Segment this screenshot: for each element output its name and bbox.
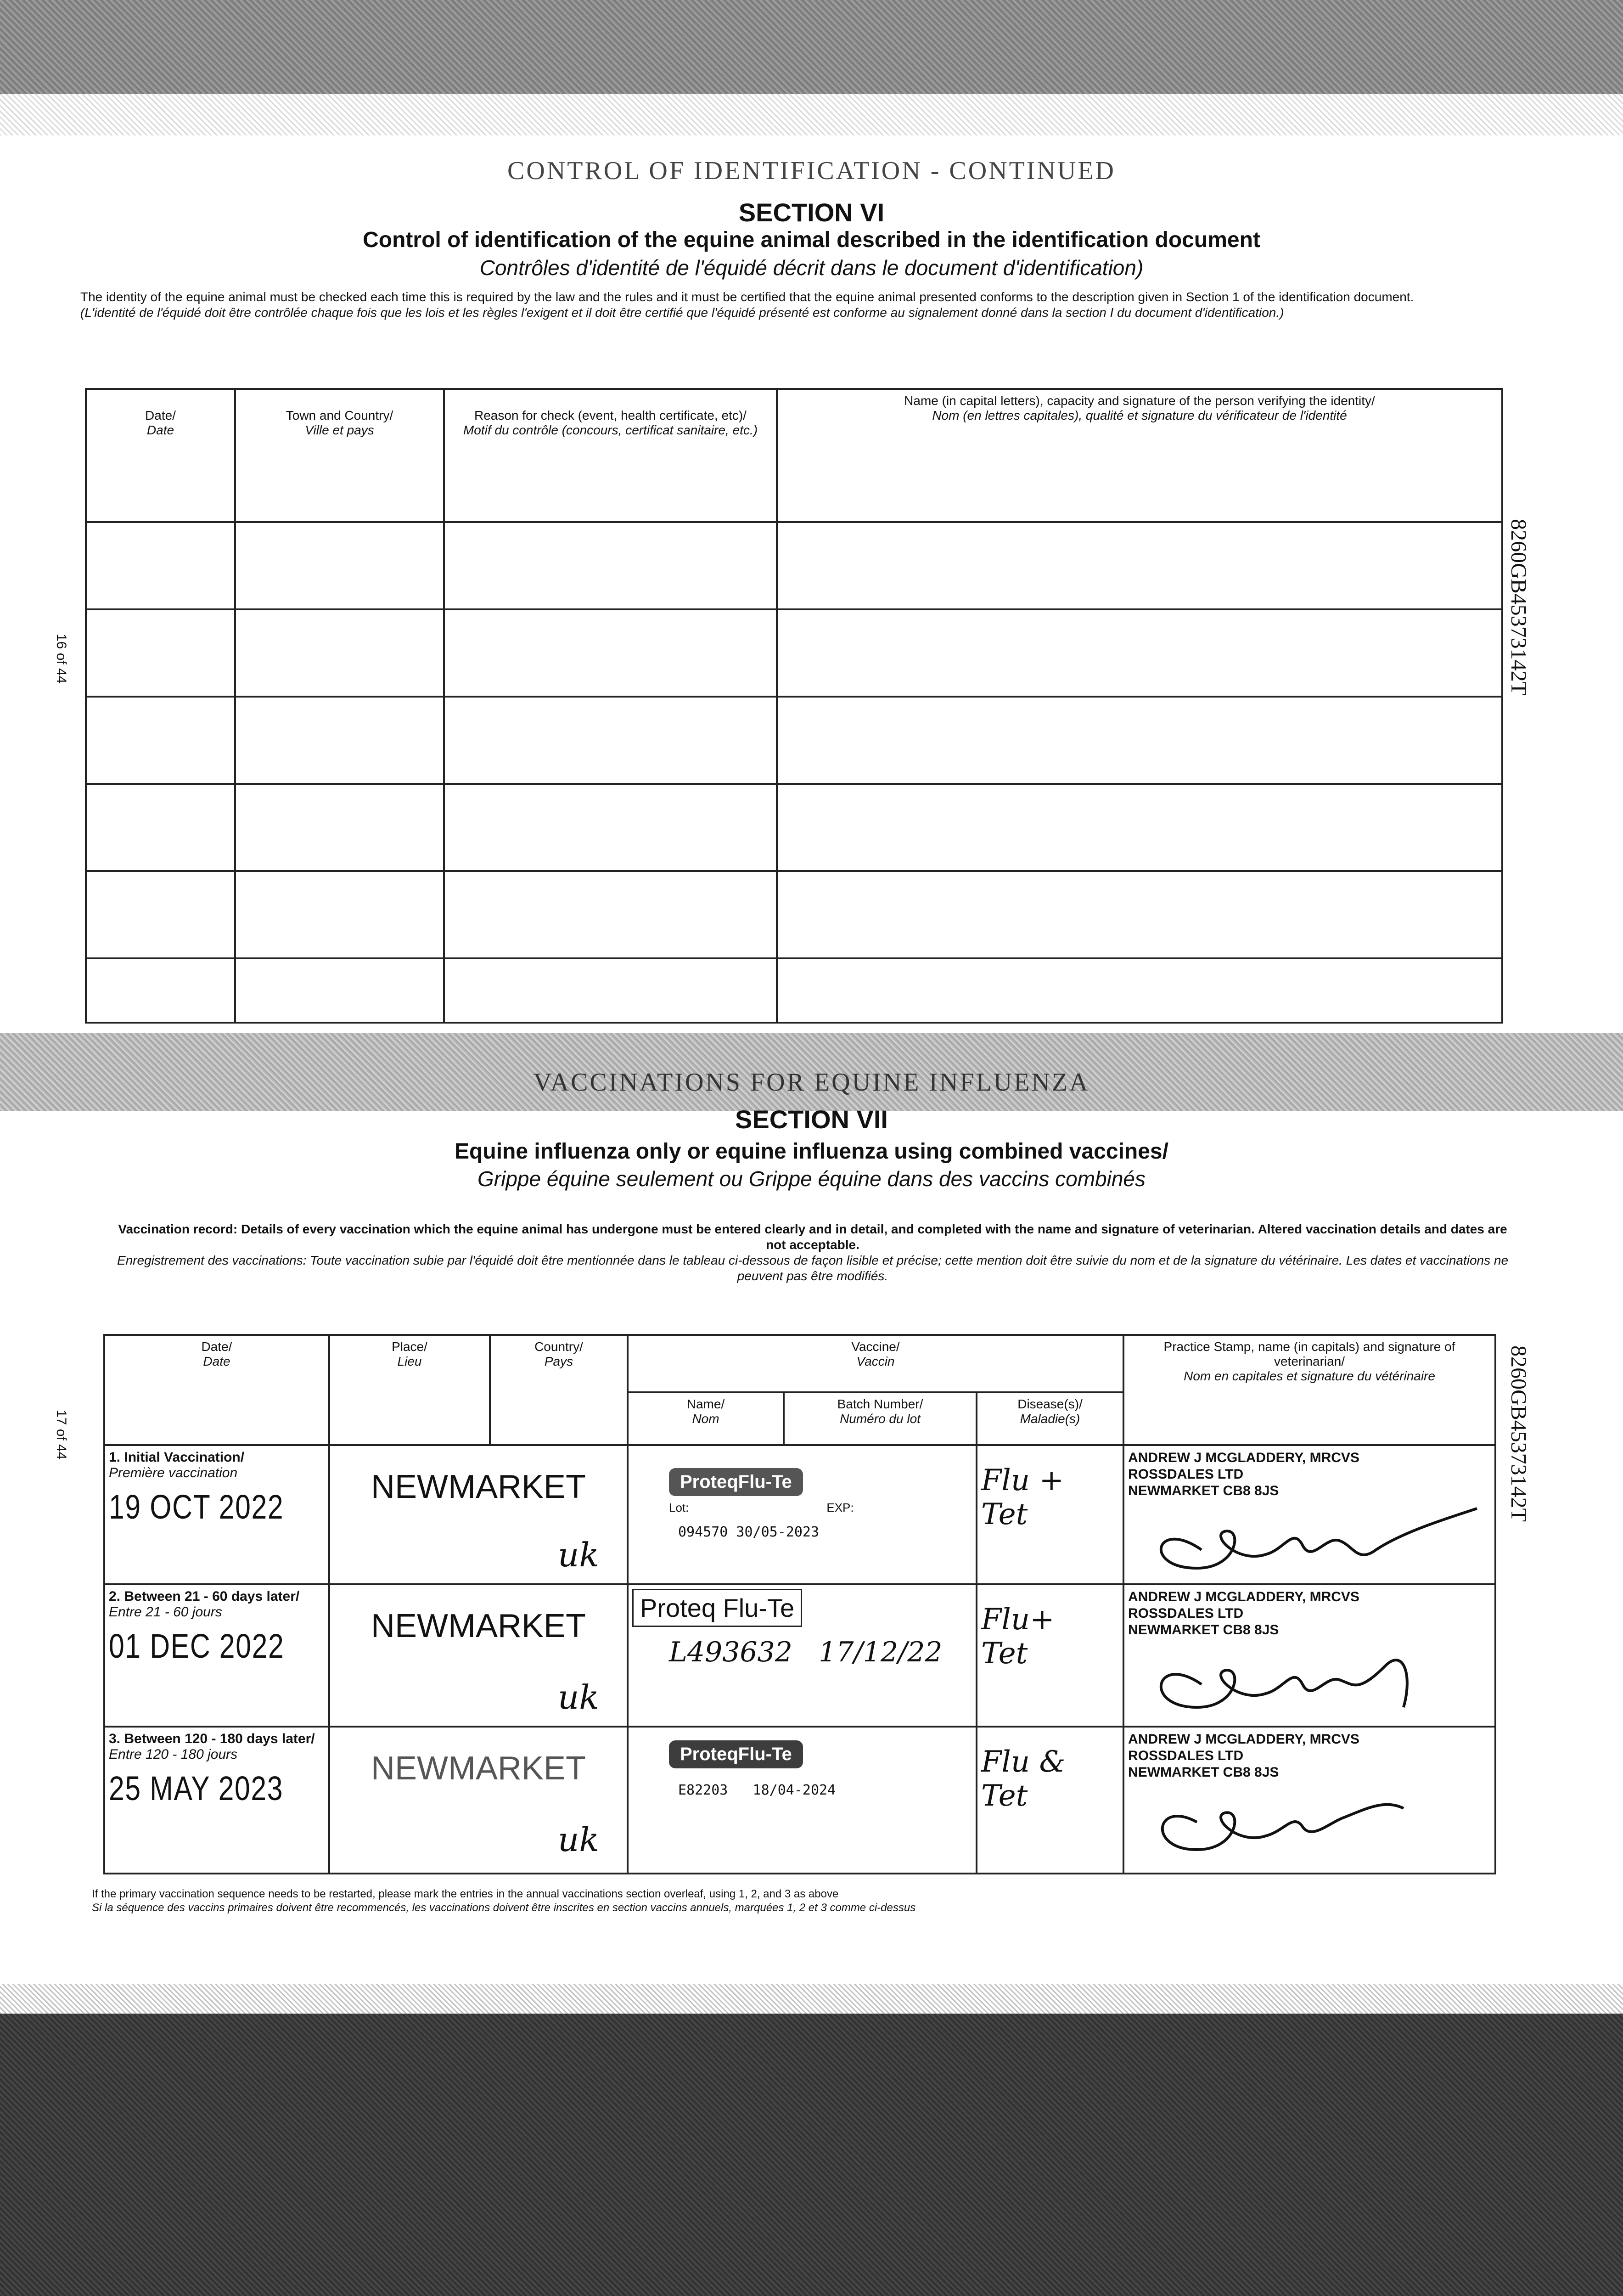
col-country: Country/ Pays [490,1335,628,1445]
table-row [86,522,1502,609]
place-country-cell [329,1445,628,1584]
place-stamp: NEWMARKET [371,1469,586,1505]
col-place: Place/ Lieu [329,1335,490,1445]
place-stamp: NEWMARKET [371,1608,586,1644]
section-vii-label: SECTION VII [735,1105,888,1134]
disease-handwritten: Flu+ Tet [981,1603,1055,1671]
vaccination-record-en: Vaccination record: Details of every vaccination which the equine animal has undergone must be entered clearly and in detail, and completed with the name and signature of veterinarian. Altered vaccination details and dates are not acceptable. [118,1222,1507,1252]
section-vi-title: Control of identification of the equine animal described in the identification document [363,228,1260,252]
vet-practice-stamp: ANDREW J MCGLADDERY, MRCVS ROSSDALES LTD NEWMARKET CB8 8JS [1128,1589,1359,1638]
batch-number: 094570 30/05-2023 [678,1524,820,1540]
country-handwritten: uk [558,1678,599,1716]
scan-edge-top [0,0,1623,94]
disease-cell [977,1584,1123,1727]
vet-practice-stamp: ANDREW J MCGLADDERY, MRCVS ROSSDALES LTD NEWMARKET CB8 8JS [1128,1450,1359,1498]
vaccination-table [103,1334,1496,1874]
col-batch-number: Batch Number/ Numéro du lot [784,1392,977,1445]
row-label: 1. Initial Vaccination/ Première vaccination [109,1450,245,1480]
vaccine-label-cell [628,1584,977,1727]
row-label: 2. Between 21 - 60 days later/ Entre 21 - 60 jours [109,1589,300,1620]
section-vii-title: Equine influenza only or equine influenza using combined vaccines/ [455,1139,1168,1164]
place-country-cell [329,1727,628,1874]
date-stamp: 25 MAY 2023 [109,1769,284,1807]
col-disease: Disease(s)/ Maladie(s) [977,1392,1123,1445]
vaccination-row-third [104,1727,1495,1874]
vaccination-footnote [92,1887,1469,1915]
side-identifier-code: 8260GB45373142T [1506,519,1531,695]
vet-practice-stamp: ANDREW J MCGLADDERY, MRCVS ROSSDALES LTD NEWMARKET CB8 8JS [1128,1732,1359,1780]
disease-cell [977,1727,1123,1874]
section-vi-intro-en: The identity of the equine animal must be checked each time this is required by the law and the rules and it must be certified that the equine animal presented conforms to the description given in Section 1 of the identification document. [80,290,1414,304]
col-town-country: Town and Country/ Ville et pays [235,389,444,522]
table-row [86,784,1502,871]
identification-control-table [85,388,1503,1024]
col-vaccine-name: Name/ Nom [628,1392,784,1445]
table-row [86,697,1502,784]
vet-signature [1128,1638,1486,1716]
disease-cell [977,1445,1123,1584]
section-vi-label: SECTION VI [738,198,885,227]
col-reason: Reason for check (event, health certificate, etc)/ Motif du contrôle (concours, certificat sanitaire, etc.) [444,389,777,522]
vet-stamp-cell [1123,1727,1495,1874]
row-label: 3. Between 120 - 180 days later/ Entre 120 - 180 jours [109,1731,315,1762]
page-header-vaccinations: VACCINATIONS FOR EQUINE INFLUENZA [533,1068,1090,1097]
page-number: 16 of 44 [54,634,69,684]
vaccination-header-row [104,1335,1495,1392]
table-header-row [86,389,1502,522]
vaccination-date-cell [104,1584,329,1727]
vaccination-row-initial [104,1445,1495,1584]
vet-signature [1128,1499,1486,1577]
col-date: Date/ Date [86,389,235,522]
col-verifier: Name (in capital letters), capacity and signature of the person verifying the identity/ Nom (en lettres capitales), qualité et signature du vérificateur de l'identité [777,389,1502,522]
vaccination-row-second [104,1584,1495,1727]
side-identifier-code: 8260GB45373142T [1506,1345,1531,1522]
footnote-en: If the primary vaccination sequence needs to be restarted, please mark the entries in the annual vaccinations section overleaf, using 1, 2, and 3 as above [92,1888,839,1900]
vaccine-name-stamp: Proteq Flu-Te [632,1589,802,1627]
place-country-cell [329,1584,628,1727]
table-row [86,609,1502,697]
vaccination-date-cell [104,1727,329,1874]
col-practice-stamp: Practice Stamp, name (in capitals) and signature of veterinarian/ Nom en capitales et signature du vétérinaire [1123,1335,1495,1445]
vaccination-record-fr: Enregistrement des vaccinations: Toute vaccination subie par l'équidé doit être mentionnée dans le tableau ci-dessous de façon lisible et précise; cette mention doit être suivie du nom et de la signature du vétérinaire. Les dates et vaccinations ne peuvent pas être modifiés. [117,1253,1509,1283]
section-vi-intro-fr: (L'identité de l'équidé doit être contrôlée chaque fois que les lois et les règles l'exigent et il doit être certifié que l'équidé présenté est conforme au signalement donné dans la section I du document d'identification.) [80,305,1284,320]
scan-noise-top [0,94,1623,135]
vaccine-sticker-logo: ProteqFlu-Te [669,1740,803,1768]
col-vaccine: Vaccine/ Vaccin [628,1335,1123,1392]
table-row [86,871,1502,958]
section-vi-title-fr: Contrôles d'identité de l'équidé décrit dans le document d'identification) [479,256,1144,280]
vaccination-date-cell [104,1445,329,1584]
footnote-fr: Si la séquence des vaccins primaires doivent être recommencés, les vaccinations doivent être inscrites en section vaccins annuels, marquées 1, 2 et 3 comme ci-dessus [92,1902,916,1914]
place-stamp: NEWMARKET [371,1750,586,1787]
batch-number: E82203 18/04-2024 [678,1782,836,1798]
vet-stamp-cell [1123,1584,1495,1727]
vaccine-label-cell [628,1727,977,1874]
section-vi-intro [80,289,1471,321]
table-row [86,958,1502,1023]
vet-signature [1128,1781,1486,1859]
vet-stamp-cell [1123,1445,1495,1584]
date-stamp: 19 OCT 2022 [109,1488,284,1526]
disease-handwritten: Flu & Tet [981,1745,1066,1813]
scan-noise-bottom [0,1984,1623,2014]
section-vii-title-fr: Grippe équine seulement ou Grippe équine dans des vaccins combinés [477,1167,1146,1191]
col-date: Date/ Date [104,1335,329,1445]
disease-handwritten: Flu + Tet [981,1463,1064,1531]
vaccine-sticker-logo: ProteqFlu-Te [669,1468,803,1496]
date-stamp: 01 DEC 2022 [109,1627,285,1665]
country-handwritten: uk [558,1820,599,1859]
page-header-identification: CONTROL OF IDENTIFICATION - CONTINUED [507,157,1116,185]
scan-edge-bottom [0,2014,1623,2296]
page-number: 17 of 44 [54,1410,69,1460]
vaccine-label-cell: ProteqFlu-Te Lot: EXP: 094570 30/05-2023 [628,1445,977,1584]
country-handwritten: uk [558,1536,599,1574]
vaccination-record-note [110,1221,1515,1284]
batch-number-handwritten: L493632 17/12/22 [669,1636,943,1668]
